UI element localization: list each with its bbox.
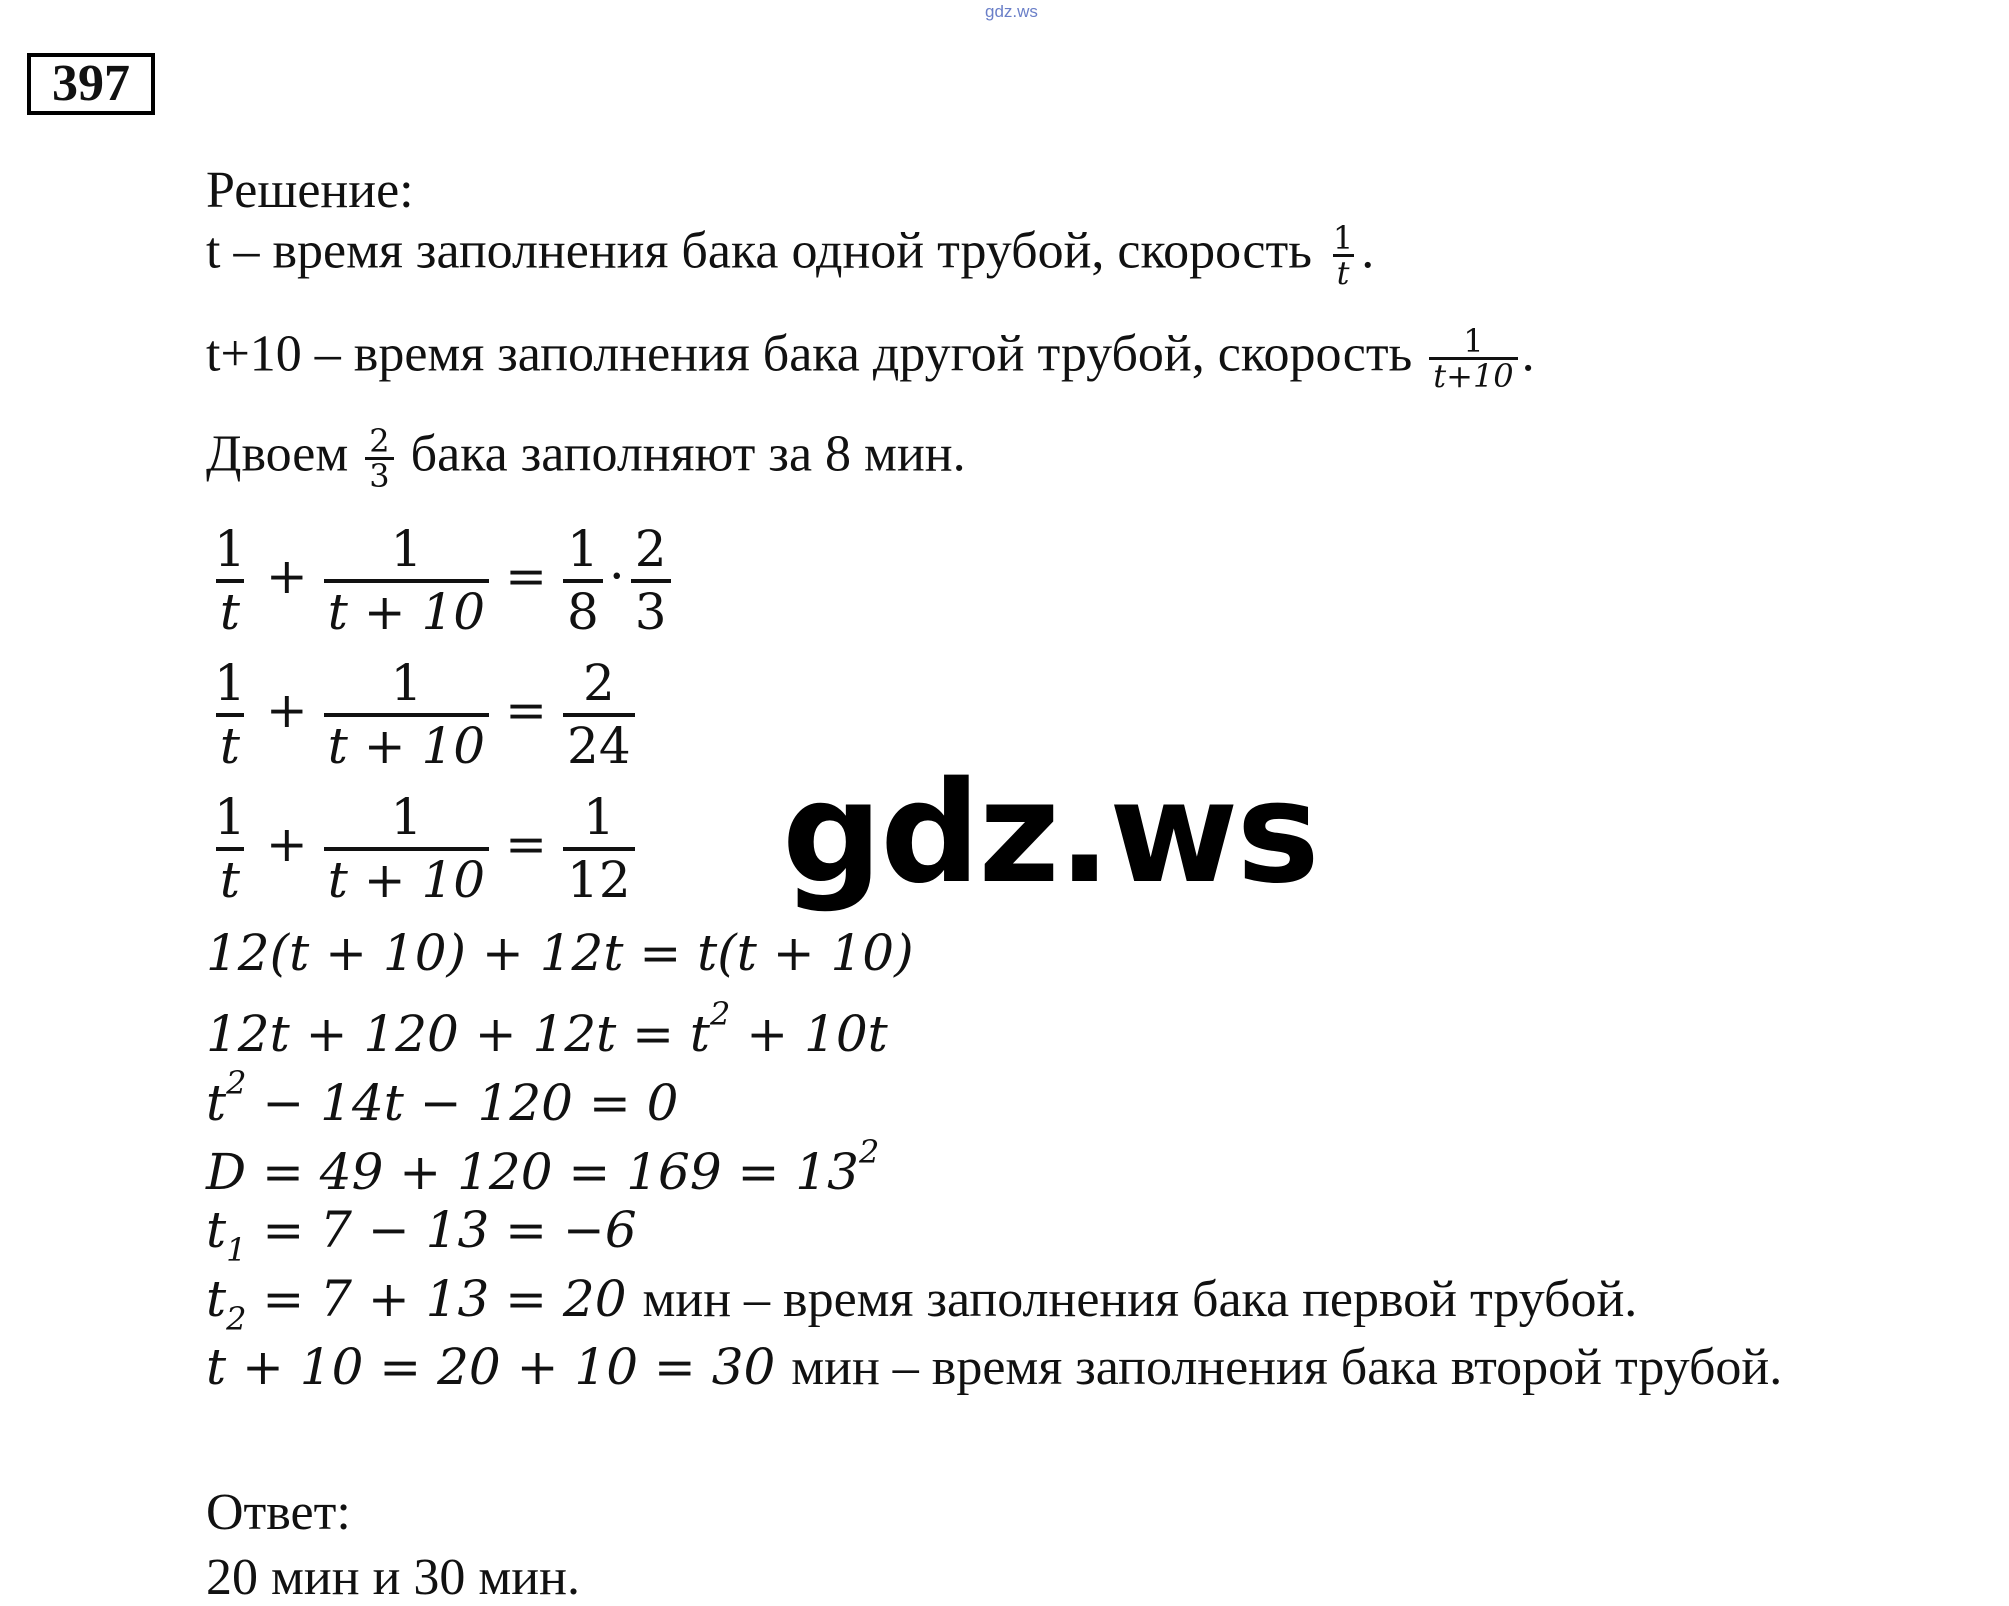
- watermark-big: gdz.ws: [782, 752, 1318, 915]
- numerator: 1: [582, 788, 615, 846]
- pipe-one-text: t – время заполнения бака одной трубой, скорость: [206, 222, 1325, 280]
- step-4-a: D = 49 + 120 = 169 = 13: [206, 1143, 859, 1201]
- step-4: [206, 1133, 880, 1201]
- line-pipe-two: t+10 – время заполнения бака другой трубой, скорость $\frac{1}{t+10}$ .: [206, 322, 1535, 395]
- step-6: [206, 1270, 1638, 1338]
- step-7-text: мин – время заполнения бака второй трубой.: [791, 1339, 1783, 1396]
- denominator: t: [216, 579, 244, 642]
- exponent: 2: [858, 1133, 880, 1171]
- step-6-b: = 7 + 13 = 20: [246, 1270, 643, 1328]
- denominator: t + 10: [324, 579, 489, 642]
- numerator: 1: [390, 654, 423, 712]
- rate-one-fraction: [1329, 219, 1357, 292]
- pipe-two-text: t+10 – время заполнения бака другой трубой, скорость: [206, 325, 1426, 383]
- equation-1: [206, 520, 675, 642]
- answer-text: 20 мин и 30 мин.: [206, 1549, 580, 1606]
- equation-3: [206, 788, 639, 910]
- plus-sign: +: [265, 680, 308, 739]
- equals-sign: =: [505, 814, 548, 873]
- numerator: 1: [390, 520, 423, 578]
- denominator: 24: [563, 713, 635, 776]
- answer-label: Ответ:: [206, 1484, 351, 1541]
- numerator: 1: [567, 520, 599, 578]
- step-2-a: 12t + 120 + 12t = t: [206, 1005, 711, 1063]
- numerator: 1: [1463, 322, 1484, 360]
- step-1: 12(t + 10) + 12t = t(t + 10): [206, 924, 914, 982]
- step-6-text: мин – время заполнения бака первой трубой.: [642, 1271, 1638, 1328]
- step-3-b: − 14t − 120 = 0: [246, 1074, 679, 1132]
- denominator: t: [1333, 254, 1354, 289]
- denominator: t + 10: [324, 847, 489, 910]
- numerator: 2: [369, 422, 390, 460]
- fraction: [324, 520, 489, 642]
- rate-two-fraction: [1429, 322, 1517, 395]
- fraction: [210, 520, 250, 642]
- step-6-a: t: [206, 1270, 227, 1328]
- subscript: 2: [226, 1300, 247, 1338]
- denominator: t: [216, 847, 244, 910]
- denominator: t: [216, 713, 244, 776]
- plus-sign: +: [265, 814, 308, 873]
- denominator: 3: [631, 579, 671, 642]
- step-7: [206, 1338, 1783, 1396]
- fraction: [563, 654, 635, 776]
- equation-2: [206, 654, 639, 776]
- solution-heading: Решение:: [206, 162, 414, 219]
- denominator: 8: [563, 579, 603, 642]
- numerator: 1: [214, 788, 246, 846]
- step-5-b: = 7 − 13 = −6: [246, 1201, 637, 1259]
- plus-sign: +: [265, 546, 308, 605]
- step-5: [206, 1201, 637, 1269]
- step-2: [206, 995, 888, 1063]
- equals-sign: =: [505, 546, 548, 605]
- step-2-b: + 10t: [730, 1005, 888, 1063]
- denominator: t+10: [1429, 357, 1517, 392]
- numerator: 1: [214, 654, 246, 712]
- denominator: 12: [563, 847, 635, 910]
- together-text-a: Двоем: [206, 425, 362, 483]
- exponent: 2: [226, 1064, 247, 1102]
- fraction: [210, 654, 250, 776]
- fraction: [563, 520, 603, 642]
- subscript: 1: [226, 1231, 247, 1269]
- fraction: [324, 654, 489, 776]
- step-3: [206, 1064, 679, 1132]
- denominator: t + 10: [324, 713, 489, 776]
- step-3-a: t: [206, 1074, 227, 1132]
- fraction: [631, 520, 671, 642]
- fraction: [563, 788, 635, 910]
- numerator: 2: [582, 654, 615, 712]
- numerator: 1: [214, 520, 246, 578]
- numerator: 2: [634, 520, 667, 578]
- line-together: [206, 422, 966, 495]
- fraction: [210, 788, 250, 910]
- numerator: 1: [1332, 219, 1354, 257]
- fraction: [324, 788, 489, 910]
- line-pipe-one: t – время заполнения бака одной трубой, скорость $\frac{1}{t}$ .: [206, 219, 1375, 292]
- dot-sign: ·: [608, 546, 625, 605]
- step-5-a: t: [206, 1201, 227, 1259]
- task-number: 397: [27, 53, 155, 115]
- exponent: 2: [710, 995, 731, 1033]
- together-text-b: бака заполняют за 8 мин.: [397, 425, 966, 483]
- denominator: 3: [365, 457, 393, 492]
- step-7-a: t + 10 = 20 + 10 = 30: [206, 1338, 792, 1396]
- equals-sign: =: [505, 680, 548, 739]
- watermark-small: gdz.ws: [985, 2, 1038, 21]
- numerator: 1: [390, 788, 423, 846]
- two-thirds-fraction: [365, 422, 393, 495]
